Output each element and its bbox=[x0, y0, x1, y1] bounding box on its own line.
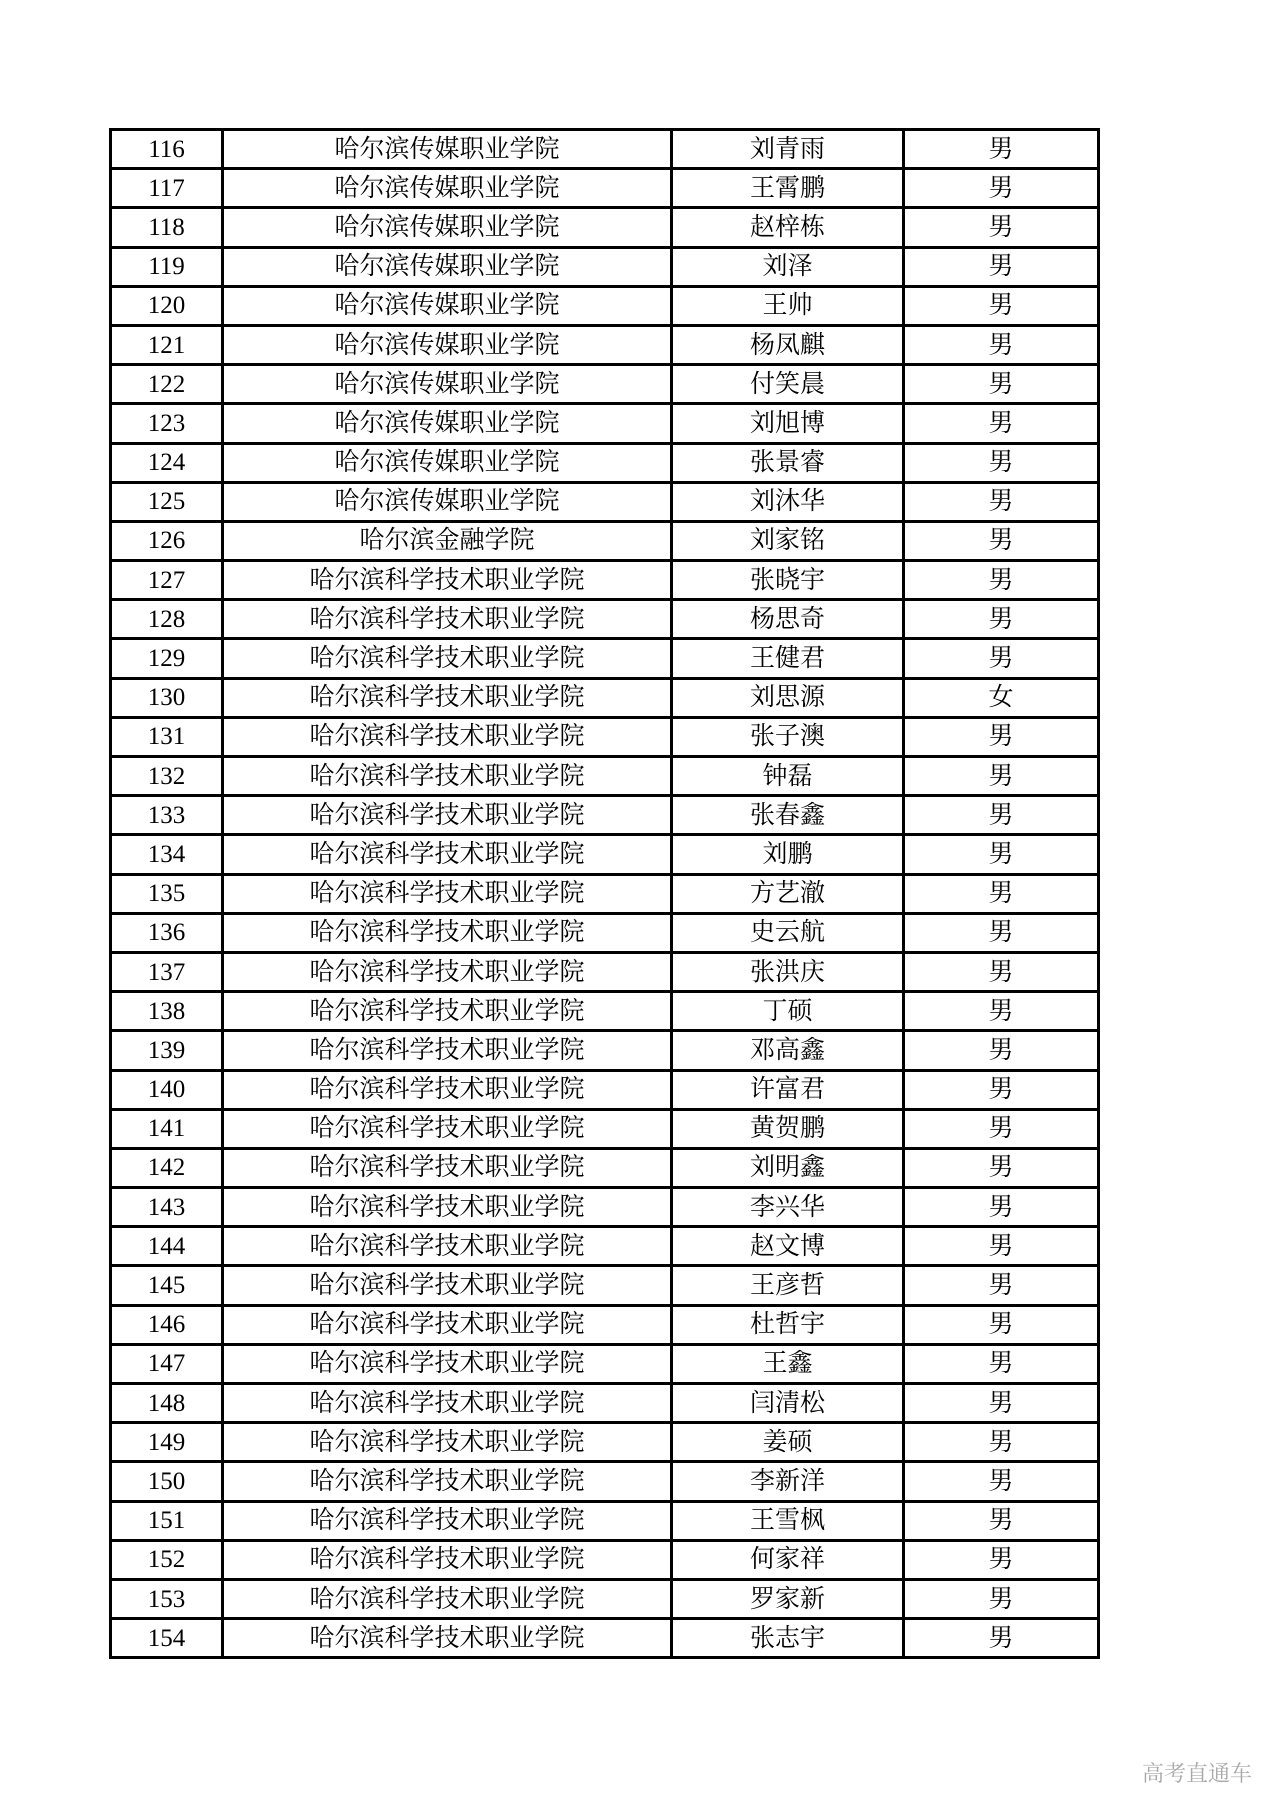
cell-gender: 男 bbox=[904, 1423, 1099, 1462]
cell-name: 张子澳 bbox=[672, 717, 904, 756]
cell-name: 张景睿 bbox=[672, 443, 904, 482]
cell-school: 哈尔滨科学技术职业学院 bbox=[223, 561, 672, 600]
table-row bbox=[111, 1540, 1099, 1579]
cell-school: 哈尔滨传媒职业学院 bbox=[223, 482, 672, 521]
cell-name: 黄贺鹏 bbox=[672, 1109, 904, 1148]
cell-name: 杨凤麒 bbox=[672, 325, 904, 364]
cell-number: 154 bbox=[111, 1619, 223, 1658]
cell-name: 刘鹏 bbox=[672, 835, 904, 874]
table-row bbox=[111, 600, 1099, 639]
cell-name: 王彦哲 bbox=[672, 1266, 904, 1305]
cell-school: 哈尔滨科学技术职业学院 bbox=[223, 1344, 672, 1383]
cell-school: 哈尔滨传媒职业学院 bbox=[223, 325, 672, 364]
cell-name: 张晓宇 bbox=[672, 561, 904, 600]
table-row bbox=[111, 1227, 1099, 1266]
cell-number: 139 bbox=[111, 1031, 223, 1070]
cell-school: 哈尔滨科学技术职业学院 bbox=[223, 1384, 672, 1423]
cell-gender: 男 bbox=[904, 757, 1099, 796]
cell-gender: 男 bbox=[904, 443, 1099, 482]
cell-name: 方艺澈 bbox=[672, 874, 904, 913]
cell-number: 132 bbox=[111, 757, 223, 796]
cell-school: 哈尔滨科学技术职业学院 bbox=[223, 757, 672, 796]
cell-number: 124 bbox=[111, 443, 223, 482]
cell-school: 哈尔滨科学技术职业学院 bbox=[223, 717, 672, 756]
cell-name: 李新洋 bbox=[672, 1462, 904, 1501]
table-row bbox=[111, 874, 1099, 913]
cell-gender: 男 bbox=[904, 1031, 1099, 1070]
cell-school: 哈尔滨科学技术职业学院 bbox=[223, 1540, 672, 1579]
table-row bbox=[111, 1188, 1099, 1227]
cell-school: 哈尔滨科学技术职业学院 bbox=[223, 1501, 672, 1540]
cell-name: 钟磊 bbox=[672, 757, 904, 796]
table-row bbox=[111, 639, 1099, 678]
cell-gender: 男 bbox=[904, 717, 1099, 756]
cell-name: 王霄鹏 bbox=[672, 169, 904, 208]
table-row bbox=[111, 325, 1099, 364]
table-row bbox=[111, 1344, 1099, 1383]
cell-number: 146 bbox=[111, 1305, 223, 1344]
cell-number: 138 bbox=[111, 992, 223, 1031]
cell-school: 哈尔滨科学技术职业学院 bbox=[223, 1109, 672, 1148]
cell-name: 丁硕 bbox=[672, 992, 904, 1031]
cell-school: 哈尔滨科学技术职业学院 bbox=[223, 1423, 672, 1462]
cell-school: 哈尔滨传媒职业学院 bbox=[223, 169, 672, 208]
cell-gender: 男 bbox=[904, 521, 1099, 560]
cell-name: 邓高鑫 bbox=[672, 1031, 904, 1070]
cell-number: 119 bbox=[111, 247, 223, 286]
cell-number: 125 bbox=[111, 482, 223, 521]
cell-name: 张志宇 bbox=[672, 1619, 904, 1658]
cell-gender: 男 bbox=[904, 874, 1099, 913]
cell-gender: 男 bbox=[904, 1540, 1099, 1579]
cell-number: 129 bbox=[111, 639, 223, 678]
cell-school: 哈尔滨传媒职业学院 bbox=[223, 208, 672, 247]
cell-gender: 男 bbox=[904, 1501, 1099, 1540]
cell-gender: 男 bbox=[904, 561, 1099, 600]
cell-school: 哈尔滨科学技术职业学院 bbox=[223, 1070, 672, 1109]
cell-school: 哈尔滨传媒职业学院 bbox=[223, 286, 672, 325]
cell-gender: 男 bbox=[904, 913, 1099, 952]
cell-school: 哈尔滨科学技术职业学院 bbox=[223, 796, 672, 835]
table-row bbox=[111, 1462, 1099, 1501]
cell-school: 哈尔滨科学技术职业学院 bbox=[223, 1619, 672, 1658]
table-row bbox=[111, 561, 1099, 600]
cell-name: 赵文博 bbox=[672, 1227, 904, 1266]
cell-name: 杜哲宇 bbox=[672, 1305, 904, 1344]
cell-number: 127 bbox=[111, 561, 223, 600]
cell-gender: 男 bbox=[904, 247, 1099, 286]
cell-gender: 男 bbox=[904, 325, 1099, 364]
table-row bbox=[111, 992, 1099, 1031]
cell-name: 张洪庆 bbox=[672, 952, 904, 991]
cell-number: 137 bbox=[111, 952, 223, 991]
table-row bbox=[111, 169, 1099, 208]
table-row bbox=[111, 443, 1099, 482]
cell-name: 许富君 bbox=[672, 1070, 904, 1109]
cell-gender: 男 bbox=[904, 286, 1099, 325]
table-row bbox=[111, 247, 1099, 286]
cell-number: 126 bbox=[111, 521, 223, 560]
cell-gender: 男 bbox=[904, 1579, 1099, 1618]
cell-name: 刘旭博 bbox=[672, 404, 904, 443]
table-row bbox=[111, 130, 1099, 169]
table-row bbox=[111, 286, 1099, 325]
cell-school: 哈尔滨科学技术职业学院 bbox=[223, 1579, 672, 1618]
cell-school: 哈尔滨科学技术职业学院 bbox=[223, 1148, 672, 1187]
cell-number: 143 bbox=[111, 1188, 223, 1227]
cell-name: 刘青雨 bbox=[672, 130, 904, 169]
table-row bbox=[111, 796, 1099, 835]
cell-school: 哈尔滨科学技术职业学院 bbox=[223, 952, 672, 991]
cell-name: 姜硕 bbox=[672, 1423, 904, 1462]
cell-name: 刘沐华 bbox=[672, 482, 904, 521]
cell-number: 144 bbox=[111, 1227, 223, 1266]
cell-number: 148 bbox=[111, 1384, 223, 1423]
cell-number: 151 bbox=[111, 1501, 223, 1540]
table-row bbox=[111, 1266, 1099, 1305]
cell-gender: 男 bbox=[904, 952, 1099, 991]
table-row bbox=[111, 835, 1099, 874]
cell-name: 王鑫 bbox=[672, 1344, 904, 1383]
cell-school: 哈尔滨金融学院 bbox=[223, 521, 672, 560]
cell-gender: 男 bbox=[904, 1305, 1099, 1344]
table-row bbox=[111, 717, 1099, 756]
cell-number: 142 bbox=[111, 1148, 223, 1187]
cell-gender: 男 bbox=[904, 1266, 1099, 1305]
cell-number: 133 bbox=[111, 796, 223, 835]
cell-gender: 男 bbox=[904, 1462, 1099, 1501]
table-row bbox=[111, 678, 1099, 717]
cell-name: 史云航 bbox=[672, 913, 904, 952]
table-row bbox=[111, 208, 1099, 247]
table-row bbox=[111, 1579, 1099, 1618]
table-row bbox=[111, 1070, 1099, 1109]
cell-school: 哈尔滨传媒职业学院 bbox=[223, 247, 672, 286]
cell-name: 何家祥 bbox=[672, 1540, 904, 1579]
cell-name: 刘泽 bbox=[672, 247, 904, 286]
cell-gender: 男 bbox=[904, 1619, 1099, 1658]
table-row bbox=[111, 404, 1099, 443]
cell-number: 147 bbox=[111, 1344, 223, 1383]
cell-school: 哈尔滨传媒职业学院 bbox=[223, 365, 672, 404]
cell-gender: 男 bbox=[904, 796, 1099, 835]
cell-number: 136 bbox=[111, 913, 223, 952]
cell-gender: 男 bbox=[904, 835, 1099, 874]
cell-school: 哈尔滨科学技术职业学院 bbox=[223, 1462, 672, 1501]
cell-name: 刘思源 bbox=[672, 678, 904, 717]
table-row bbox=[111, 1305, 1099, 1344]
cell-gender: 男 bbox=[904, 639, 1099, 678]
cell-school: 哈尔滨传媒职业学院 bbox=[223, 130, 672, 169]
table-row bbox=[111, 1109, 1099, 1148]
cell-school: 哈尔滨科学技术职业学院 bbox=[223, 913, 672, 952]
cell-gender: 男 bbox=[904, 482, 1099, 521]
cell-number: 149 bbox=[111, 1423, 223, 1462]
cell-name: 张春鑫 bbox=[672, 796, 904, 835]
cell-number: 134 bbox=[111, 835, 223, 874]
table-row bbox=[111, 521, 1099, 560]
table-row bbox=[111, 1423, 1099, 1462]
cell-number: 128 bbox=[111, 600, 223, 639]
cell-number: 123 bbox=[111, 404, 223, 443]
cell-school: 哈尔滨科学技术职业学院 bbox=[223, 678, 672, 717]
table-row bbox=[111, 1148, 1099, 1187]
student-roster-body bbox=[111, 130, 1099, 1658]
cell-school: 哈尔滨科学技术职业学院 bbox=[223, 1188, 672, 1227]
cell-name: 赵梓栋 bbox=[672, 208, 904, 247]
cell-gender: 男 bbox=[904, 1344, 1099, 1383]
cell-name: 王健君 bbox=[672, 639, 904, 678]
cell-school: 哈尔滨科学技术职业学院 bbox=[223, 1305, 672, 1344]
cell-school: 哈尔滨科学技术职业学院 bbox=[223, 1031, 672, 1070]
table-row bbox=[111, 1384, 1099, 1423]
cell-number: 150 bbox=[111, 1462, 223, 1501]
cell-number: 130 bbox=[111, 678, 223, 717]
table-row bbox=[111, 365, 1099, 404]
cell-number: 131 bbox=[111, 717, 223, 756]
cell-name: 刘家铭 bbox=[672, 521, 904, 560]
table-row bbox=[111, 1031, 1099, 1070]
cell-number: 116 bbox=[111, 130, 223, 169]
cell-gender: 女 bbox=[904, 678, 1099, 717]
cell-gender: 男 bbox=[904, 130, 1099, 169]
cell-name: 罗家新 bbox=[672, 1579, 904, 1618]
cell-number: 121 bbox=[111, 325, 223, 364]
table-row bbox=[111, 1619, 1099, 1658]
table-row bbox=[111, 757, 1099, 796]
cell-name: 闫清松 bbox=[672, 1384, 904, 1423]
cell-gender: 男 bbox=[904, 1148, 1099, 1187]
cell-gender: 男 bbox=[904, 1070, 1099, 1109]
cell-name: 王雪枫 bbox=[672, 1501, 904, 1540]
cell-name: 付笑晨 bbox=[672, 365, 904, 404]
cell-gender: 男 bbox=[904, 992, 1099, 1031]
cell-number: 122 bbox=[111, 365, 223, 404]
cell-number: 117 bbox=[111, 169, 223, 208]
cell-number: 120 bbox=[111, 286, 223, 325]
cell-school: 哈尔滨科学技术职业学院 bbox=[223, 835, 672, 874]
cell-number: 145 bbox=[111, 1266, 223, 1305]
cell-gender: 男 bbox=[904, 1109, 1099, 1148]
table-row bbox=[111, 952, 1099, 991]
cell-school: 哈尔滨科学技术职业学院 bbox=[223, 639, 672, 678]
cell-number: 152 bbox=[111, 1540, 223, 1579]
cell-school: 哈尔滨科学技术职业学院 bbox=[223, 1266, 672, 1305]
cell-school: 哈尔滨科学技术职业学院 bbox=[223, 874, 672, 913]
table-row bbox=[111, 1501, 1099, 1540]
cell-number: 141 bbox=[111, 1109, 223, 1148]
cell-name: 刘明鑫 bbox=[672, 1148, 904, 1187]
cell-number: 135 bbox=[111, 874, 223, 913]
student-roster-table bbox=[109, 128, 1100, 1659]
table-row bbox=[111, 913, 1099, 952]
cell-number: 153 bbox=[111, 1579, 223, 1618]
cell-gender: 男 bbox=[904, 600, 1099, 639]
cell-school: 哈尔滨科学技术职业学院 bbox=[223, 1227, 672, 1266]
cell-gender: 男 bbox=[904, 208, 1099, 247]
cell-school: 哈尔滨传媒职业学院 bbox=[223, 443, 672, 482]
cell-number: 118 bbox=[111, 208, 223, 247]
cell-gender: 男 bbox=[904, 169, 1099, 208]
cell-school: 哈尔滨传媒职业学院 bbox=[223, 404, 672, 443]
table-row bbox=[111, 482, 1099, 521]
cell-name: 李兴华 bbox=[672, 1188, 904, 1227]
cell-gender: 男 bbox=[904, 365, 1099, 404]
cell-gender: 男 bbox=[904, 1384, 1099, 1423]
watermark-text: 高考直通车 bbox=[1142, 1761, 1253, 1786]
cell-gender: 男 bbox=[904, 404, 1099, 443]
cell-gender: 男 bbox=[904, 1188, 1099, 1227]
cell-school: 哈尔滨科学技术职业学院 bbox=[223, 992, 672, 1031]
cell-number: 140 bbox=[111, 1070, 223, 1109]
cell-name: 杨思奇 bbox=[672, 600, 904, 639]
cell-gender: 男 bbox=[904, 1227, 1099, 1266]
cell-school: 哈尔滨科学技术职业学院 bbox=[223, 600, 672, 639]
cell-name: 王帅 bbox=[672, 286, 904, 325]
